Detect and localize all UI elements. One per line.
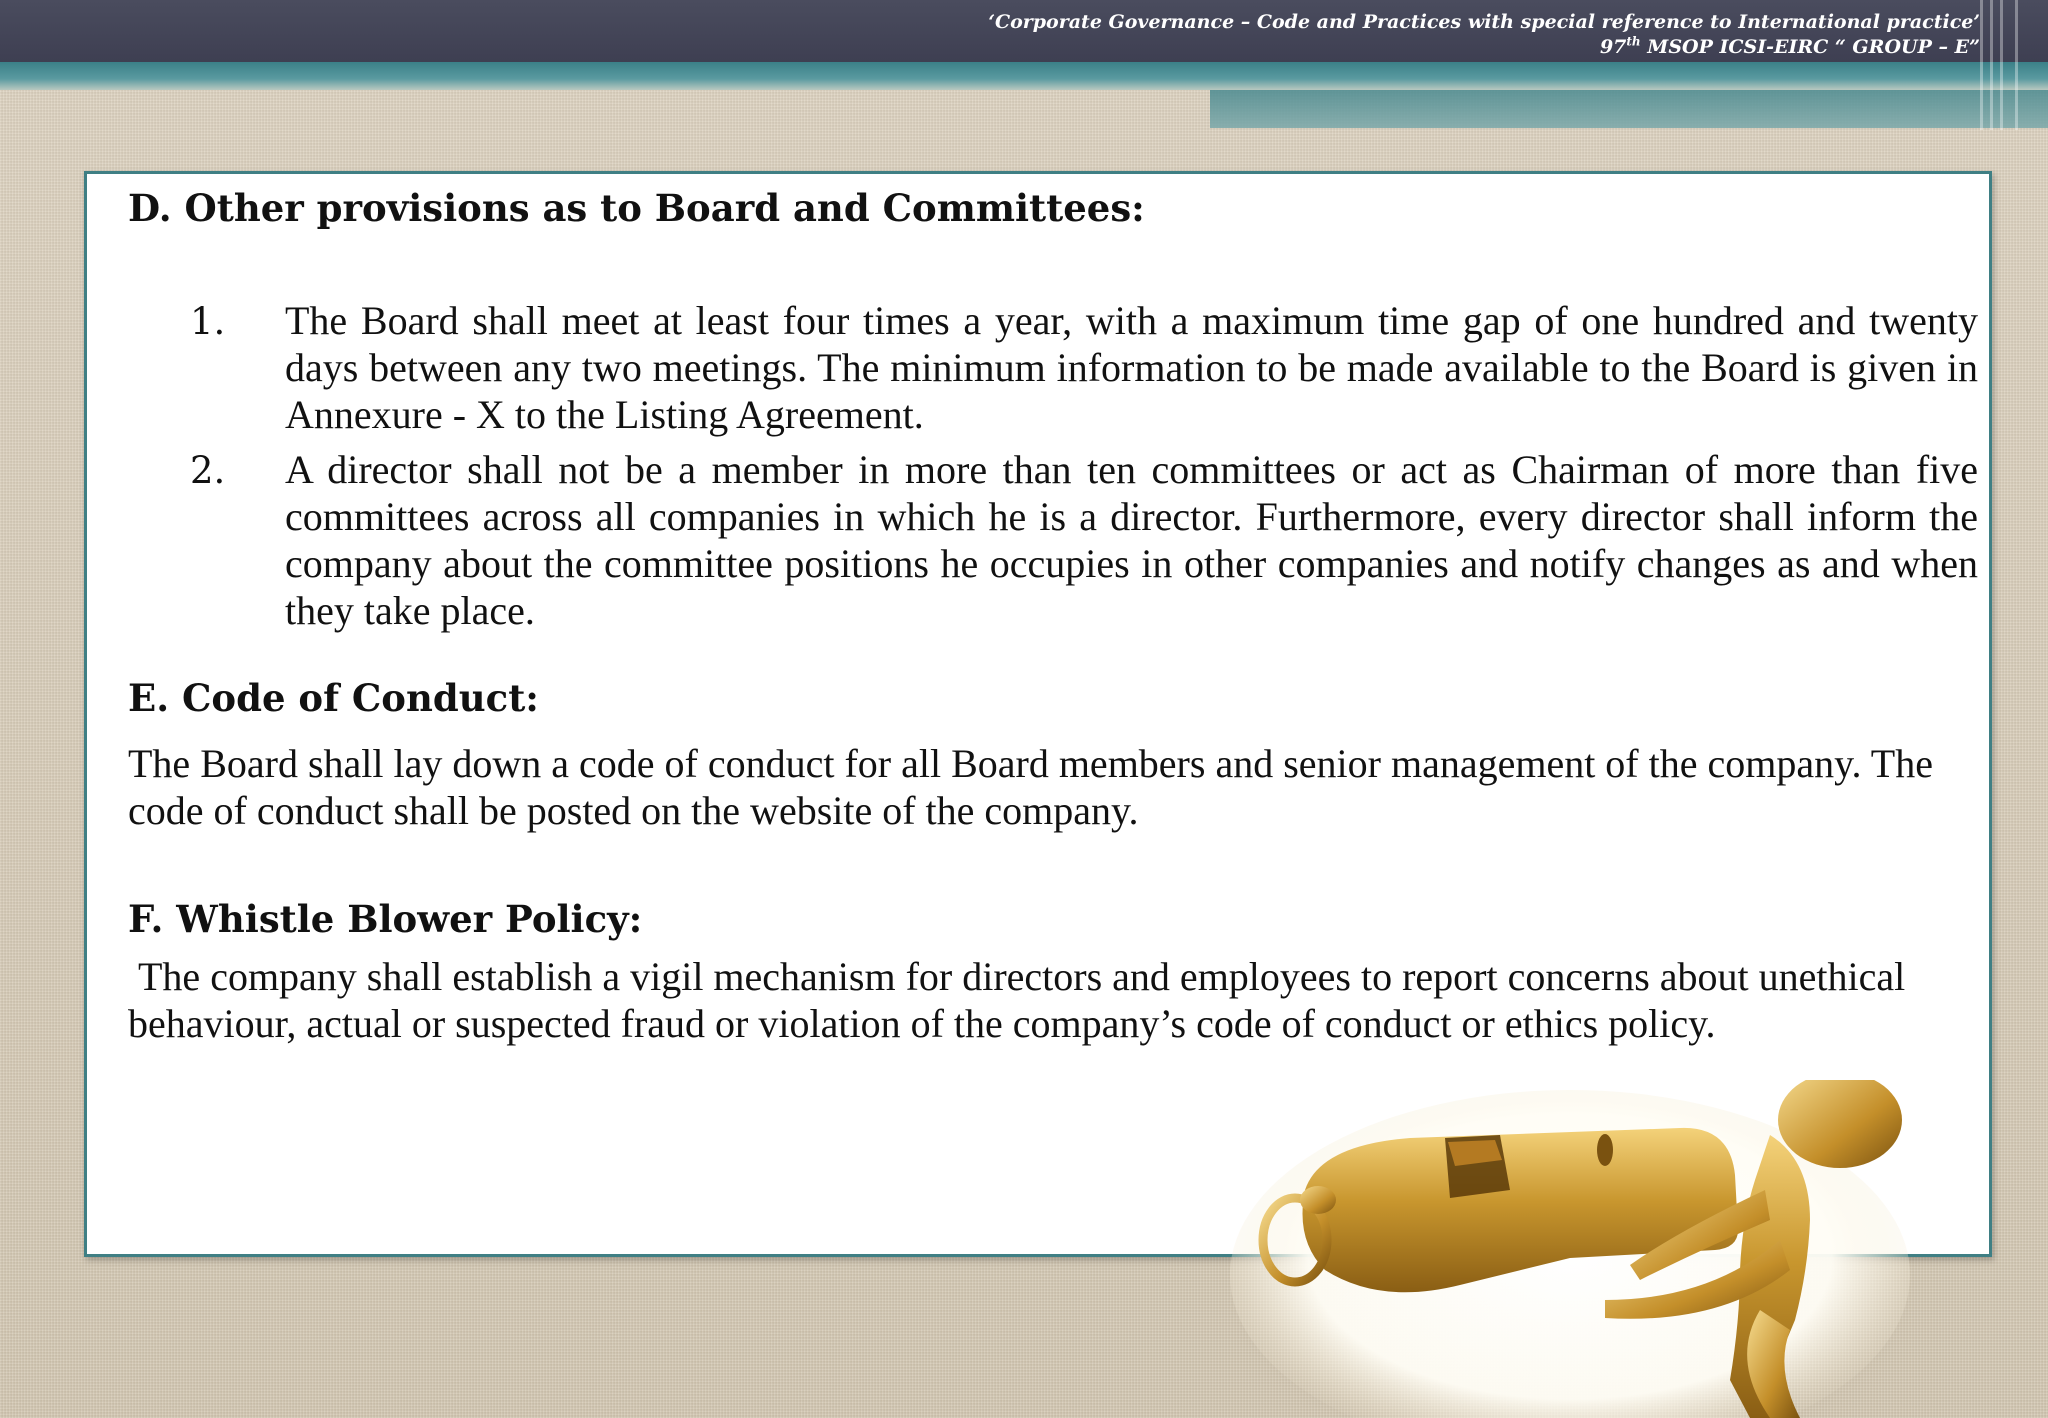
list-item-number: 2. bbox=[190, 449, 226, 492]
header-teal-band bbox=[0, 62, 2048, 90]
header-stripe bbox=[2000, 0, 2003, 130]
header-stripe bbox=[2015, 0, 2018, 130]
header-teal-accent bbox=[1210, 90, 2048, 128]
section-f-heading: F. Whistle Blower Policy: bbox=[128, 897, 643, 941]
header-stripe bbox=[1980, 0, 1983, 130]
section-d-heading: D. Other provisions as to Board and Committees: bbox=[128, 186, 1145, 230]
section-e-body: The Board shall lay down a code of conduct for all Board members and senior management of the company. The code of conduct shall be posted on the website of the company. bbox=[128, 741, 1933, 833]
header-title-line1: ‘Corporate Governance – Code and Practices with special reference to International practice’ bbox=[988, 11, 1980, 33]
list-item-text: A director shall not be a member in more than ten committees or act as Chairman of more than five committees across all companies in which he is a director. Furthermore, every director shall inform the company about the committee positions he occupies in other companies and notify changes as and when they take place. bbox=[285, 447, 1978, 633]
list-item-text: The Board shall meet at least four times a year, with a maximum time gap of one hundred and twenty days between any two meetings. The minimum information to be made available to the Board is given in Annexure - X to the Listing Agreement. bbox=[285, 298, 1978, 437]
section-e-heading: E. Code of Conduct: bbox=[128, 676, 539, 720]
gold-figure-whistle-icon bbox=[1210, 1080, 1910, 1418]
header-title bbox=[988, 10, 1980, 60]
header-title-line2: 97th MSOP ICSI-EIRC “ GROUP – E” bbox=[1599, 34, 1980, 58]
header-stripe bbox=[1990, 0, 1993, 130]
list-item-number: 1. bbox=[190, 300, 226, 343]
section-f-body: The company shall establish a vigil mechanism for directors and employees to report concerns about unethical behaviour, actual or suspected fraud or violation of the company’s code of conduct or ethics policy. bbox=[128, 954, 1916, 1046]
